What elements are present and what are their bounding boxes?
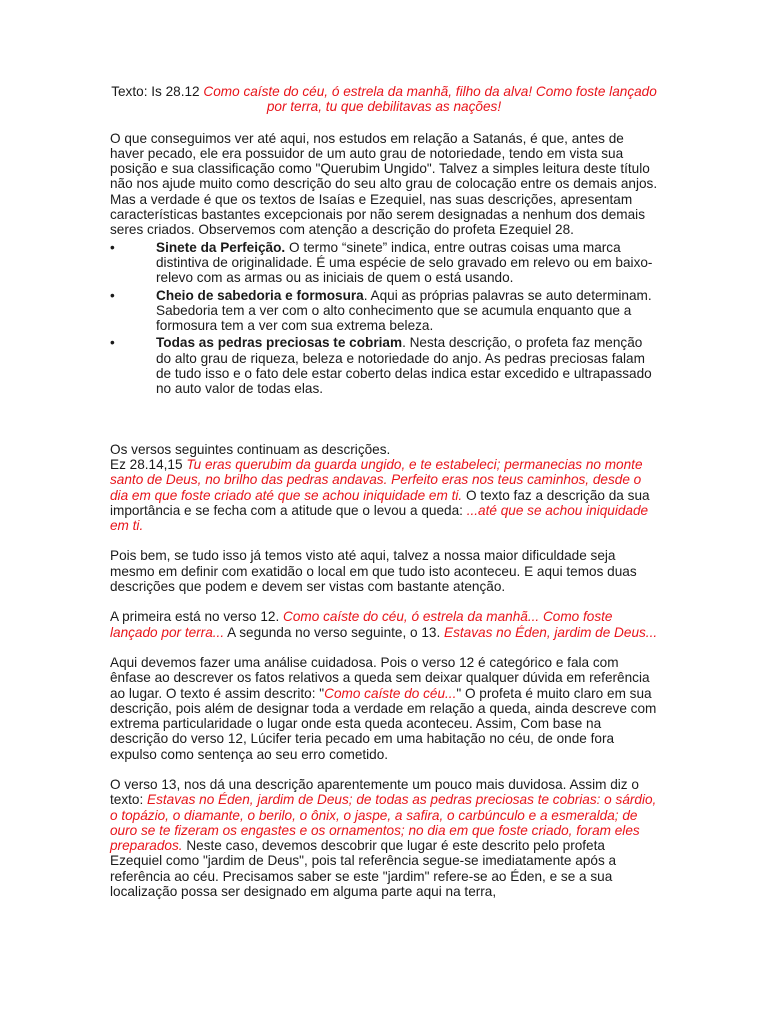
title-quote: Como caíste do céu, ó estrela da manhã, filho da alva! Como foste lançado por terra, tu que debilitavas as nações! [203,84,657,115]
bullet-dot: • [110,287,115,303]
verse-quote: Tu eras querubim da guarda ungido, e te estabeleci; permanecias no monte santo de Deus, no brilho das pedras andavas. Perfeito eras nos teus caminhos, desde o dia em que foste criado até que se achou iniquidade em ti. [110,456,643,503]
bullet-text: . Nesta descrição, o profeta faz menção do alto grau de riqueza, beleza e notoriedade do anjo. As pedras preciosas falam de tudo isso e o fato dele estar coberto delas indica estar excedido e ultrapassado no auto valor de todas elas. [156,335,652,397]
text-span: Neste caso, devemos descobrir que lugar é este descrito pelo profeta Ezequiel como "jardim de Deus", pois tal referência segue-se imediatamente após a referência ao céu. Precisamos saber se este "jardim" refere-se ao Éden, e se a sua localização possa ser designado em alguma parte aqui na terra, [110,838,617,900]
paragraph-analise [110,655,658,762]
text-span: " O profeta é muito claro em sua descrição, pois além de designar toda a verdade em relação a queda, ainda descreve com extrema particularidade o lugar onde esta queda aconteceu. Assim, Com base na descrição do verso 12, Lúcifer teria pecado em uma habitação no céu, de onde fora expulso como sentença ao seu erro cometido. [110,685,657,762]
bullet-heading: Todas as pedras preciosas te cobriam [156,335,403,351]
verses-paragraph [110,457,658,533]
paragraph-pois-bem: Pois bem, se tudo isso já temos visto até aqui, talvez a nossa maior dificuldade seja mesmo em definir com exatidão o local em que tudo isto aconteceu. E aqui temos duas descrições que podem e devem ser vistas com bastante atenção. [110,548,637,595]
verse-reference: Ez 28.14,15 [110,456,187,472]
text-span: A segunda no verso seguinte, o 13. [224,624,445,640]
intro-paragraph: O que conseguimos ver até aqui, nos estudos em relação a Satanás, é que, antes de haver pecado, ele era possuidor de um auto grau de notoriedade, tendo em vista sua posição e sua classificação como "Querubim Ungido". Talvez a simples leitura deste título não nos ajude muito como descrição do seu alto grau de colocação entre os demais anjos. Mas a verdade é que os textos de Isaías e Ezequiel, nas suas descrições, apresentam características bastantes excepcionais por não serem designadas a nenhum dos demais seres criados. Observemos com atenção a descrição do profeta Ezequiel 28. [110,130,658,238]
inline-quote: Como caíste do céu... [324,685,457,701]
document-body [110,84,658,899]
verse-12-quote: Como caíste do céu, ó estrela da manhã... Como foste lançado por terra... [110,609,613,640]
verse-quote-short: ...até que se achou iniquidade em ti. [110,502,649,534]
title-prefix: Texto: Is 28.12 [111,84,204,99]
bullet-item-sabedoria [110,288,658,334]
paragraph-primeira [110,609,658,640]
verses-intro: Os versos seguintes continuam as descrições. [110,441,391,457]
bullet-heading: Sinete da Perfeição. [156,239,286,255]
bullet-dot: • [110,335,115,351]
text-span: O verso 13, nos dá una descrição aparentemente um pouco mais duvidosa. Assim diz o texto: [110,776,639,808]
bullet-dot: • [110,239,115,255]
bullet-text: . Aqui as próprias palavras se auto determinam. Sabedoria tem a ver com o alto conhecimento que se acumula enquanto que a formosura tem a ver com sua extrema beleza. [156,287,652,334]
bullet-item-sinete [110,240,658,286]
verse-13-quote: Estavas no Éden, jardim de Deus... [444,624,658,640]
verse-comment: O texto faz a descrição da sua importância e se fecha com a atitude que o levou a queda: [110,487,650,518]
verse-13-full-quote: Estavas no Éden, jardim de Deus; de todas as pedras preciosas te cobrias: o sárdio, o topázio, o diamante, o berilo, o ônix, o jaspe, a safira, o carbúnculo e a esmeralda; de ouro se te fizeram os engastes e os ornamentos; no dia em que foste criado, foram eles preparados. [110,792,657,854]
bullet-heading: Cheio de sabedoria e formosura [156,287,364,303]
bullet-item-pedras [110,335,658,396]
paragraph-verso-13 [110,777,658,899]
text-span: Aqui devemos fazer uma análise cuidadosa. Pois o verso 12 é categórico e fala com ênfase ao descrever os fatos relativos a queda sem deixar qualquer dúvida em referência ao lugar. O texto é assim descrito: " [110,654,650,701]
text-span: A primeira está no verso 12. [110,609,284,625]
title-line [110,84,658,115]
bullet-text: O termo “sinete” indica, entre outras coisas uma marca distintiva de originalidade. É uma espécie de selo gravado em relevo ou em baixo-relevo com as armas ou as iniciais de quem o está usando. [156,239,653,286]
